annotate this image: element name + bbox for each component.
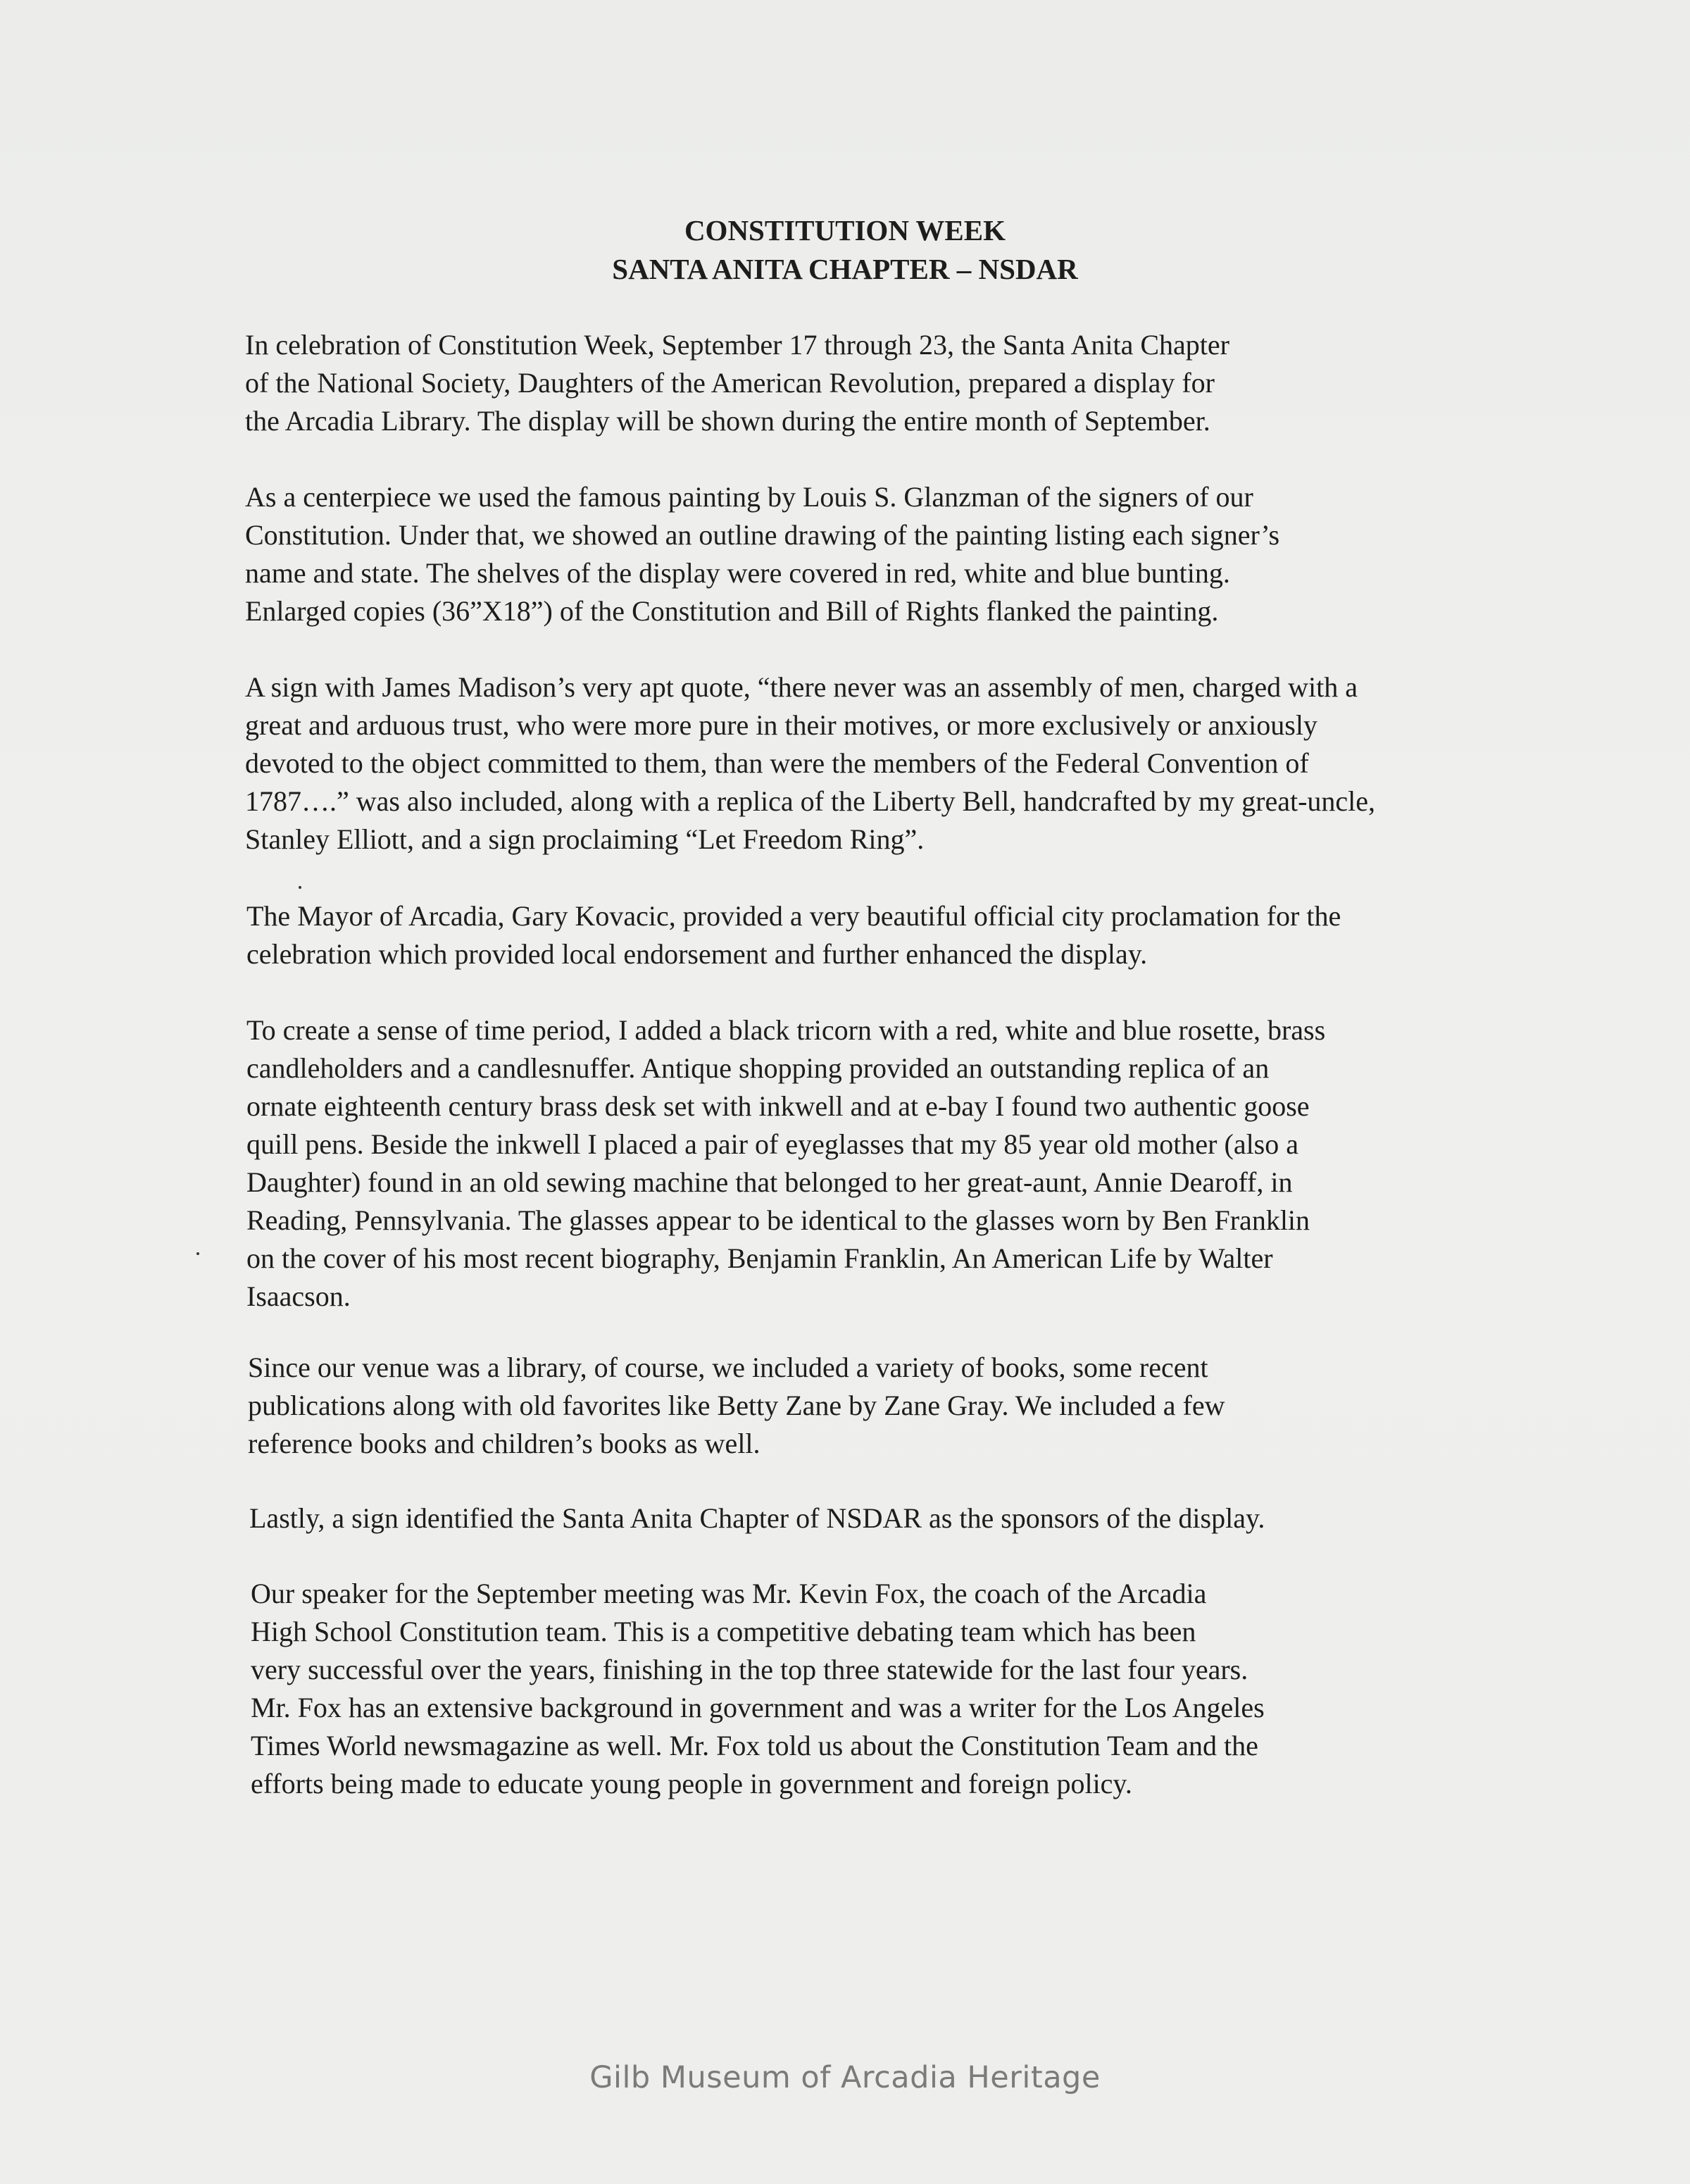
text-line: candleholders and a candlesnuffer. Antique shopping provided an outstanding replica of an [246,1052,1270,1084]
text-line: on the cover of his most recent biography, Benjamin Franklin, An American Life by Walter [246,1242,1273,1274]
text-line: Lastly, a sign identified the Santa Anita Chapter of NSDAR as the sponsors of the display. [249,1502,1265,1534]
page-title: CONSTITUTION WEEK [684,214,1006,247]
paragraph-mayor [246,897,1341,973]
text-line: In celebration of Constitution Week, September 17 through 23, the Santa Anita Chapter [245,329,1229,361]
text-line: great and arduous trust, who were more pure in their motives, or more exclusively or anxiously [245,709,1317,741]
text-line: 1787….” was also included, along with a replica of the Liberty Bell, handcrafted by my great-uncle, [245,785,1376,817]
stray-mark [196,1252,199,1255]
text-line: of the National Society, Daughters of the American Revolution, prepared a display for [245,367,1215,399]
paragraph-intro [245,326,1229,440]
paragraph-books [248,1349,1225,1463]
text-line: quill pens. Beside the inkwell I placed a pair of eyeglasses that my 85 year old mother (also a [246,1128,1299,1160]
text-line: publications along with old favorites like Betty Zane by Zane Gray. We included a few [248,1390,1225,1421]
text-line: Mr. Fox has an extensive background in government and was a writer for the Los Angeles [251,1692,1265,1723]
text-line: devoted to the object committed to them, than were the members of the Federal Convention of [245,747,1309,779]
watermark-caption: Gilb Museum of Arcadia Heritage [589,2060,1101,2095]
paragraph-centerpiece [245,478,1279,630]
text-line: The Mayor of Arcadia, Gary Kovacic, provided a very beautiful official city proclamation for the [246,900,1341,932]
text-line: the Arcadia Library. The display will be shown during the entire month of September. [245,405,1210,437]
stray-mark [299,886,301,889]
text-line: efforts being made to educate young people in government and foreign policy. [251,1768,1132,1799]
text-line: ornate eighteenth century brass desk set with inkwell and at e-bay I found two authentic goose [246,1090,1310,1122]
text-line: celebration which provided local endorsement and further enhanced the display. [246,938,1148,970]
text-line: name and state. The shelves of the display were covered in red, white and blue bunting. [245,557,1230,589]
text-line: A sign with James Madison’s very apt quote, “there never was an assembly of men, charged with a [245,671,1358,703]
text-line: Daughter) found in an old sewing machine that belonged to her great-aunt, Annie Dearoff, in [246,1166,1293,1198]
paragraph-sponsors [249,1499,1265,1537]
text-line: Enlarged copies (36”X18”) of the Constitution and Bill of Rights flanked the painting. [245,595,1219,627]
text-line: High School Constitution team. This is a competitive debating team which has been [251,1616,1196,1647]
text-line: Reading, Pennsylvania. The glasses appear to be identical to the glasses worn by Ben Franklin [246,1204,1310,1236]
text-line: reference books and children’s books as well. [248,1428,760,1459]
paragraph-time-period [246,1011,1325,1316]
paragraph-madison-quote [245,668,1375,859]
text-line: Isaacson. [246,1280,351,1312]
paragraph-speaker [251,1575,1265,1803]
text-line: As a centerpiece we used the famous painting by Louis S. Glanzman of the signers of our [245,481,1253,513]
text-line: Constitution. Under that, we showed an outline drawing of the painting listing each signer’s [245,519,1280,551]
text-line: very successful over the years, finishing in the top three statewide for the last four years. [251,1654,1248,1685]
text-line: Stanley Elliott, and a sign proclaiming “Let Freedom Ring”. [245,823,925,855]
text-line: Times World newsmagazine as well. Mr. Fox told us about the Constitution Team and the [251,1730,1258,1761]
text-line: Since our venue was a library, of course, we included a variety of books, some recent [248,1352,1208,1383]
page-subtitle: SANTA ANITA CHAPTER – NSDAR [612,253,1078,285]
text-line: Our speaker for the September meeting was Mr. Kevin Fox, the coach of the Arcadia [251,1578,1207,1609]
title-block [0,211,1690,289]
text-line: To create a sense of time period, I added a black tricorn with a red, white and blue rosette, brass [246,1014,1326,1046]
